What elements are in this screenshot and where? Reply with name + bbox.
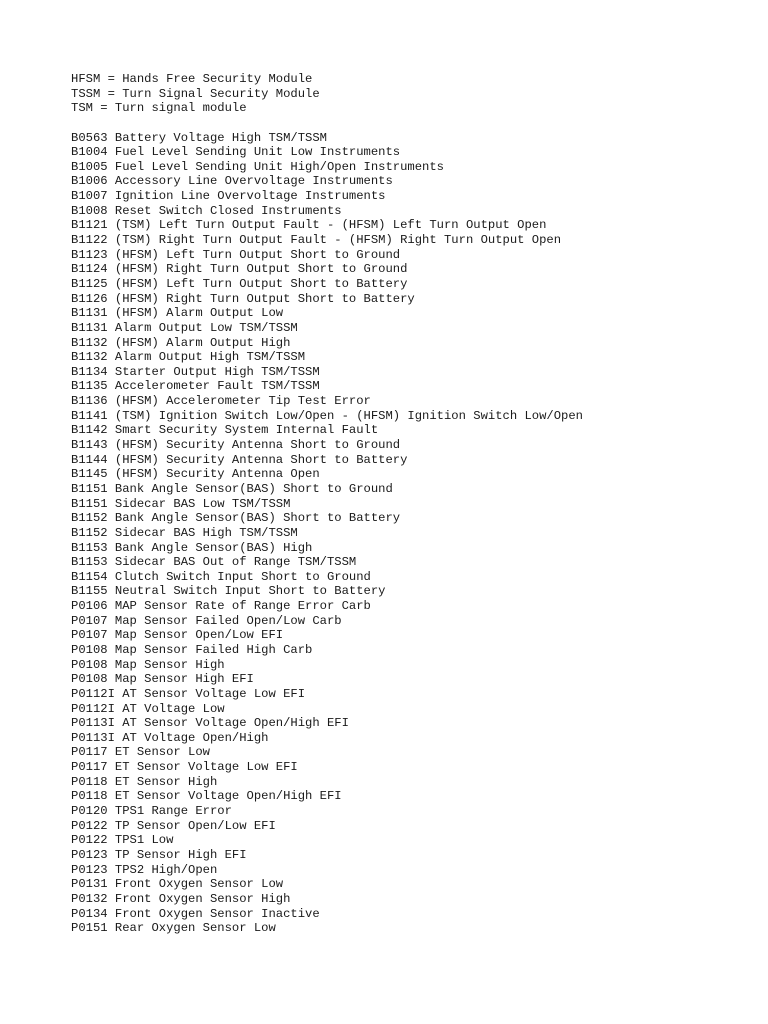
code-line: P0106 MAP Sensor Rate of Range Error Carb <box>71 599 371 614</box>
code-line: B1153 Sidecar BAS Out of Range TSM/TSSM <box>71 555 357 570</box>
code-line: P0122 TP Sensor Open/Low EFI <box>71 818 276 833</box>
code-line: B1142 Smart Security System Internal Fault <box>71 423 379 438</box>
code-line: P0134 Front Oxygen Sensor Inactive <box>71 906 320 921</box>
code-line: P0120 TPS1 Range Error <box>71 804 232 819</box>
code-line: B1125 (HFSM) Left Turn Output Short to Battery <box>71 276 408 291</box>
code-line: B1005 Fuel Level Sending Unit High/Open Instruments <box>71 159 444 174</box>
code-line: B1132 (HFSM) Alarm Output High <box>71 335 291 350</box>
legend-line: TSSM = Turn Signal Security Module <box>71 86 320 101</box>
code-line: B0563 Battery Voltage High TSM/TSSM <box>71 130 327 145</box>
abbreviation-legend <box>71 72 760 116</box>
code-line: B1144 (HFSM) Security Antenna Short to Battery <box>71 452 408 467</box>
code-line: B1004 Fuel Level Sending Unit Low Instruments <box>71 145 401 160</box>
code-line: P0108 Map Sensor High EFI <box>71 672 254 687</box>
code-line: P0113I AT Sensor Voltage Open/High EFI <box>71 716 349 731</box>
code-line: P0123 TPS2 High/Open <box>71 862 218 877</box>
code-line: B1006 Accessory Line Overvoltage Instruments <box>71 174 393 189</box>
code-line: P0118 ET Sensor High <box>71 774 218 789</box>
code-line: B1131 Alarm Output Low TSM/TSSM <box>71 320 298 335</box>
code-line: B1126 (HFSM) Right Turn Output Short to Battery <box>71 291 415 306</box>
code-line: B1134 Starter Output High TSM/TSSM <box>71 364 320 379</box>
code-line: P0107 Map Sensor Failed Open/Low Carb <box>71 613 342 628</box>
code-line: P0113I AT Voltage Open/High <box>71 730 269 745</box>
blank-line <box>71 116 760 131</box>
code-line: P0108 Map Sensor High <box>71 657 225 672</box>
code-line: B1151 Sidecar BAS Low TSM/TSSM <box>71 496 291 511</box>
code-line: B1121 (TSM) Left Turn Output Fault - (HFSM) Left Turn Output Open <box>71 218 547 233</box>
code-line: B1155 Neutral Switch Input Short to Battery <box>71 584 386 599</box>
code-line: P0122 TPS1 Low <box>71 833 174 848</box>
code-line: B1145 (HFSM) Security Antenna Open <box>71 467 320 482</box>
code-line: B1154 Clutch Switch Input Short to Ground <box>71 569 371 584</box>
code-line: B1135 Accelerometer Fault TSM/TSSM <box>71 379 320 394</box>
document-page <box>71 72 760 936</box>
legend-line: TSM = Turn signal module <box>71 101 247 116</box>
code-line: B1008 Reset Switch Closed Instruments <box>71 203 342 218</box>
code-line: B1007 Ignition Line Overvoltage Instruments <box>71 189 386 204</box>
code-line: B1123 (HFSM) Left Turn Output Short to Ground <box>71 247 401 262</box>
code-line: B1124 (HFSM) Right Turn Output Short to Ground <box>71 262 408 277</box>
trouble-code-list <box>71 131 760 936</box>
code-line: P0117 ET Sensor Low <box>71 745 210 760</box>
code-line: P0112I AT Sensor Voltage Low EFI <box>71 686 306 701</box>
code-line: P0123 TP Sensor High EFI <box>71 847 247 862</box>
code-line: P0118 ET Sensor Voltage Open/High EFI <box>71 789 342 804</box>
code-line: B1153 Bank Angle Sensor(BAS) High <box>71 540 313 555</box>
code-line: B1151 Bank Angle Sensor(BAS) Short to Ground <box>71 481 393 496</box>
legend-line: HFSM = Hands Free Security Module <box>71 72 313 86</box>
code-line: P0112I AT Voltage Low <box>71 701 225 716</box>
code-line: P0131 Front Oxygen Sensor Low <box>71 877 284 892</box>
code-line: P0132 Front Oxygen Sensor High <box>71 891 291 906</box>
code-line: P0151 Rear Oxygen Sensor Low <box>71 921 276 936</box>
code-line: B1141 (TSM) Ignition Switch Low/Open - (HFSM) Ignition Switch Low/Open <box>71 408 583 423</box>
code-line: B1131 (HFSM) Alarm Output Low <box>71 306 284 321</box>
code-line: B1122 (TSM) Right Turn Output Fault - (HFSM) Right Turn Output Open <box>71 233 562 248</box>
code-line: P0107 Map Sensor Open/Low EFI <box>71 628 284 643</box>
code-line: B1152 Sidecar BAS High TSM/TSSM <box>71 525 298 540</box>
code-line: B1152 Bank Angle Sensor(BAS) Short to Battery <box>71 511 401 526</box>
code-line: B1136 (HFSM) Accelerometer Tip Test Error <box>71 394 371 409</box>
code-line: B1143 (HFSM) Security Antenna Short to Ground <box>71 438 401 453</box>
code-line: B1132 Alarm Output High TSM/TSSM <box>71 350 306 365</box>
code-line: P0117 ET Sensor Voltage Low EFI <box>71 760 298 775</box>
code-line: P0108 Map Sensor Failed High Carb <box>71 642 313 657</box>
